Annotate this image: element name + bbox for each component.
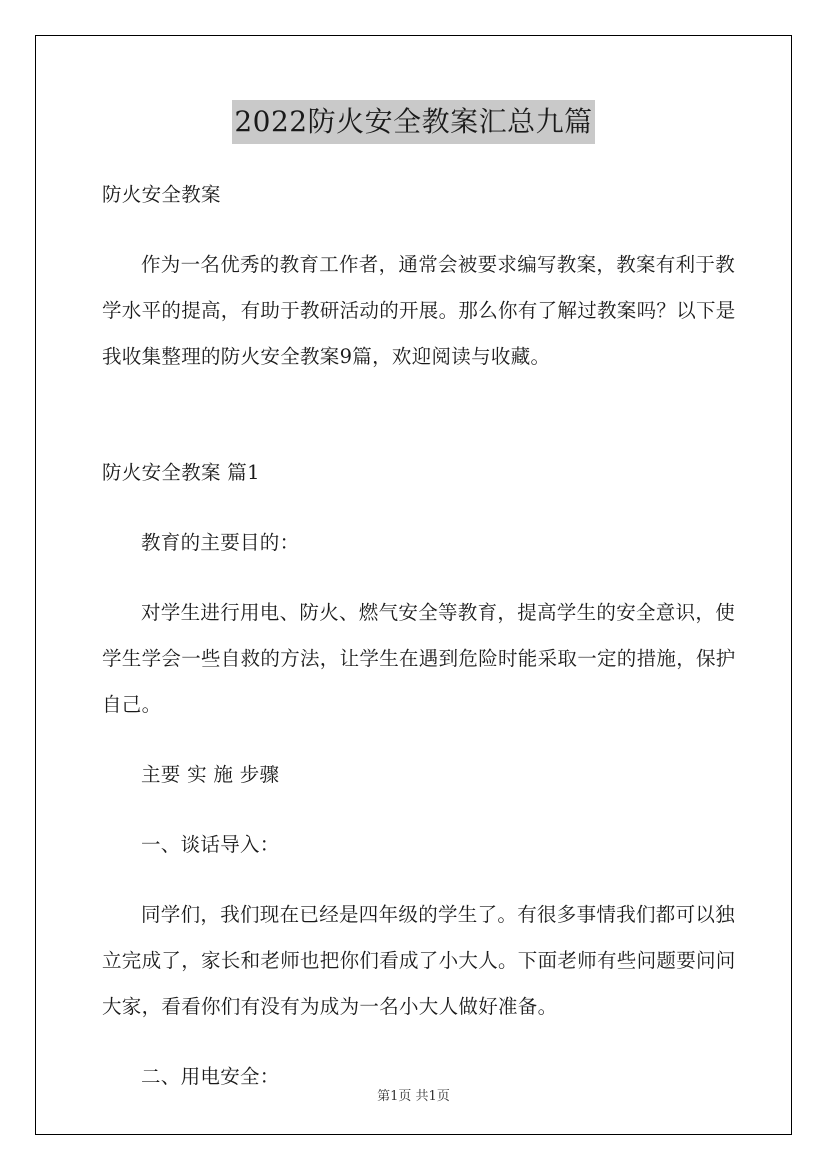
section-heading: 防火安全教案: [102, 183, 221, 206]
spacer: [102, 380, 742, 450]
title-container: [0, 100, 827, 144]
paragraph-step-one-body: 同学们，我们现在已经是四年级的学生了。有很多事情我们都可以独立完成了，家长和老师也把你们看成了小大人。下面老师有些问题要问问大家，看看你们有没有为成为一名小大人做好准备。: [102, 903, 736, 1018]
paragraph-step-two: 二、用电安全：: [141, 1065, 280, 1088]
spacer: [102, 496, 742, 520]
document-body: [102, 172, 742, 1100]
paragraph-aim-heading: 教育的主要目的：: [141, 531, 300, 554]
spacer: [102, 798, 742, 822]
paragraph-aim-body: 对学生进行用电、防火、燃气安全等教育，提高学生的安全意识，使学生学会一些自救的方法，让学生在遇到危险时能采取一定的措施，保护自己。: [102, 601, 736, 716]
spacer: [102, 1030, 742, 1054]
spacer: [102, 218, 742, 242]
spacer: [102, 728, 742, 752]
section-heading-part1: 防火安全教案 篇1: [102, 461, 260, 484]
page-footer: 第1页 共1页: [377, 1089, 450, 1104]
paragraph-steps-heading: 主要 实 施 步骤: [141, 763, 280, 786]
spacer: [102, 868, 742, 892]
spacer: [102, 566, 742, 590]
intro-paragraph: 作为一名优秀的教育工作者，通常会被要求编写教案，教案有利于教学水平的提高，有助于教研活动的开展。那么你有了解过教案吗？以下是我收集整理的防火安全教案9篇，欢迎阅读与收藏。: [102, 253, 736, 368]
document-title: 2022防火安全教案汇总九篇: [232, 100, 594, 144]
paragraph-step-one: 一、谈话导入：: [141, 833, 280, 856]
